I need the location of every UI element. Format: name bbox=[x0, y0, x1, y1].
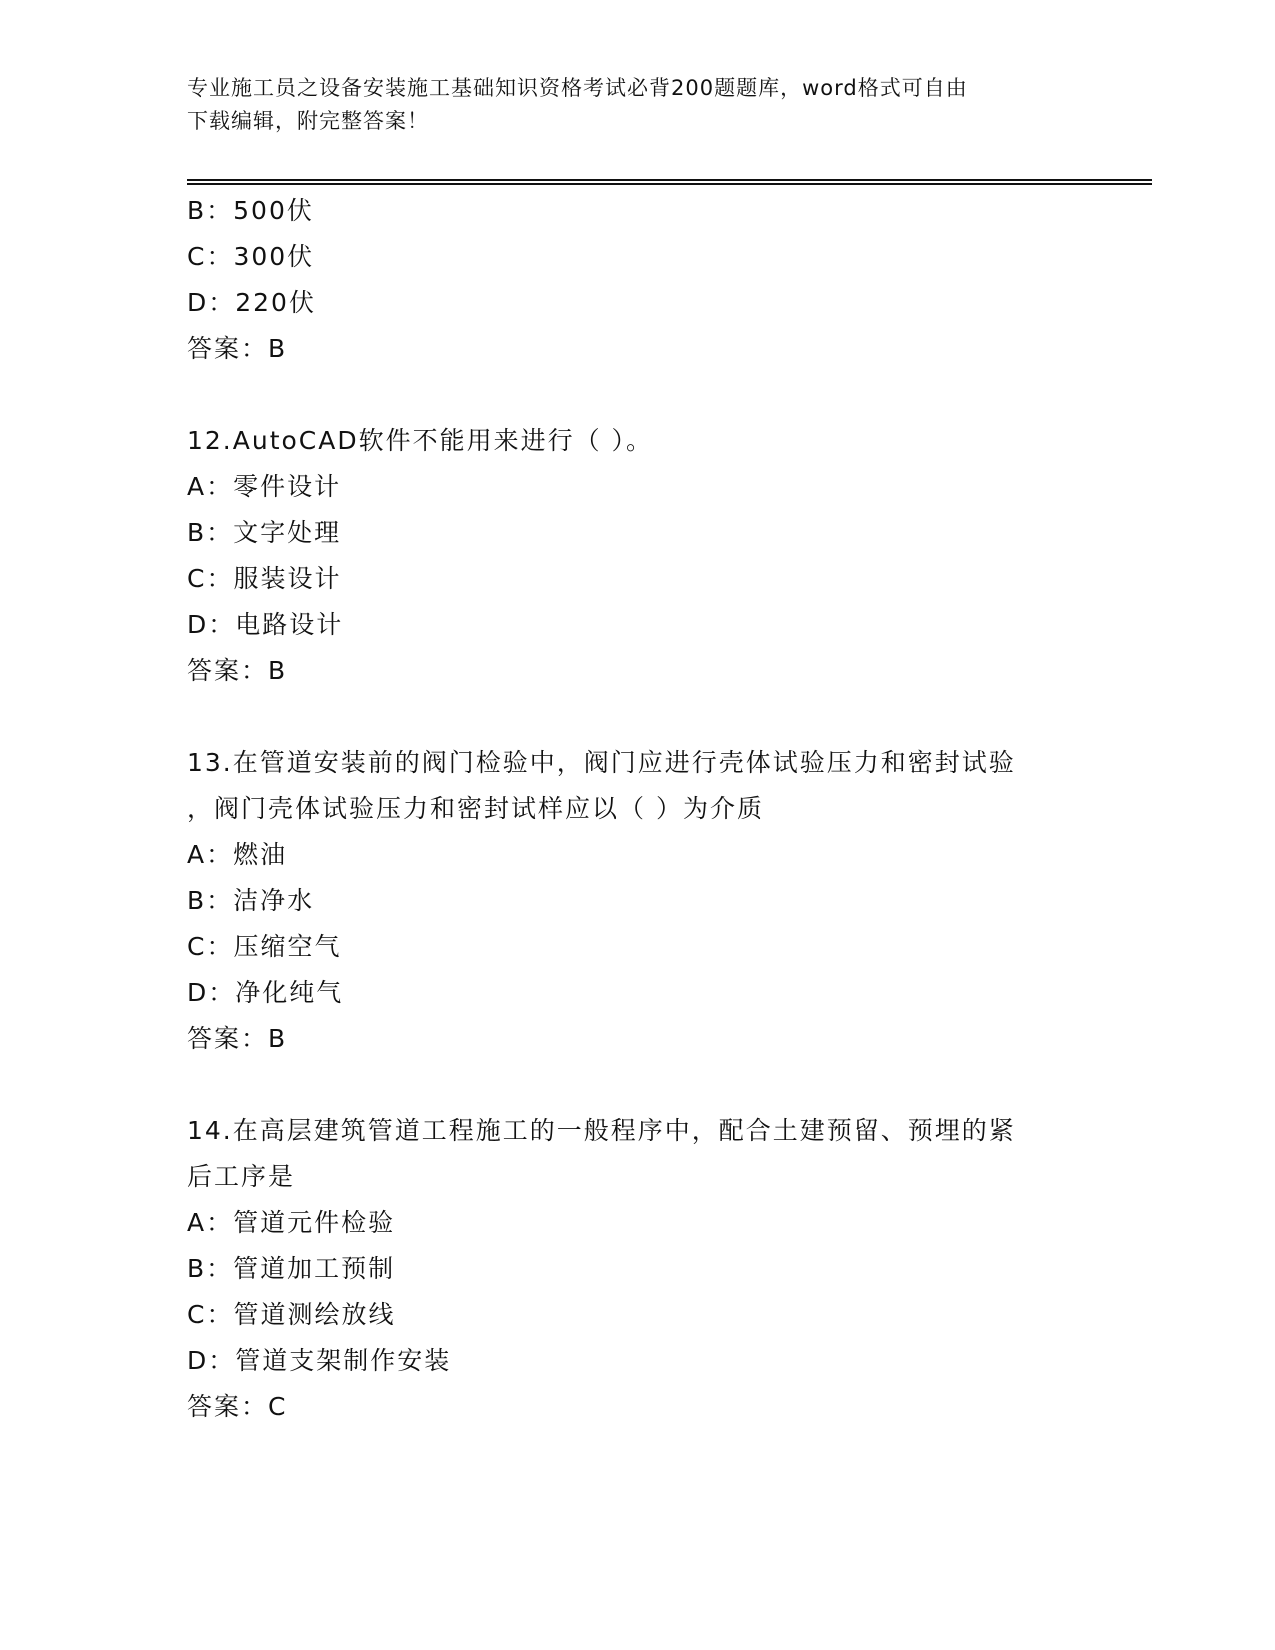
question-12 bbox=[187, 418, 1147, 694]
question-list bbox=[187, 188, 1147, 1430]
question-text-line-2: 后工序是 bbox=[187, 1162, 296, 1191]
option-c: C：压缩空气 bbox=[187, 932, 342, 961]
option-c: C：管道测绘放线 bbox=[187, 1300, 396, 1329]
option-a: A：管道元件检验 bbox=[187, 1208, 396, 1237]
question-text-line-1: 13.在管道安装前的阀门检验中，阀门应进行壳体试验压力和密封试验 bbox=[187, 748, 1016, 777]
question-13 bbox=[187, 740, 1147, 1062]
question-11-continued bbox=[187, 188, 1147, 372]
option-c: C：服装设计 bbox=[187, 564, 342, 593]
answer: 答案：B bbox=[187, 656, 288, 685]
answer: 答案：B bbox=[187, 1024, 288, 1053]
option-b: B：500伏 bbox=[187, 196, 314, 225]
question-text-line-2: ，阀门壳体试验压力和密封试样应以（ ）为介质 bbox=[187, 794, 764, 823]
option-b: B：文字处理 bbox=[187, 518, 342, 547]
option-b: B：管道加工预制 bbox=[187, 1254, 396, 1283]
question-text: 12.AutoCAD软件不能用来进行（ ）。 bbox=[187, 426, 654, 455]
header-line-1: 专业施工员之设备安装施工基础知识资格考试必背200题题库，word格式可自由 bbox=[187, 76, 968, 100]
option-a: A：零件设计 bbox=[187, 472, 342, 501]
option-d: D：管道支架制作安装 bbox=[187, 1346, 452, 1375]
question-14 bbox=[187, 1108, 1147, 1430]
answer: 答案：B bbox=[187, 334, 288, 363]
answer: 答案：C bbox=[187, 1392, 288, 1421]
question-text-line-1: 14.在高层建筑管道工程施工的一般程序中，配合土建预留、预埋的紧 bbox=[187, 1116, 1016, 1145]
header-divider-bottom bbox=[187, 183, 1152, 185]
option-a: A：燃油 bbox=[187, 840, 288, 869]
header-line-2: 下载编辑，附完整答案！ bbox=[187, 109, 429, 133]
document-header bbox=[187, 72, 1067, 138]
option-b: B：洁净水 bbox=[187, 886, 315, 915]
option-d: D：电路设计 bbox=[187, 610, 344, 639]
option-d: D：220伏 bbox=[187, 288, 316, 317]
header-divider-top bbox=[187, 179, 1152, 181]
option-d: D：净化纯气 bbox=[187, 978, 344, 1007]
option-c: C：300伏 bbox=[187, 242, 315, 271]
